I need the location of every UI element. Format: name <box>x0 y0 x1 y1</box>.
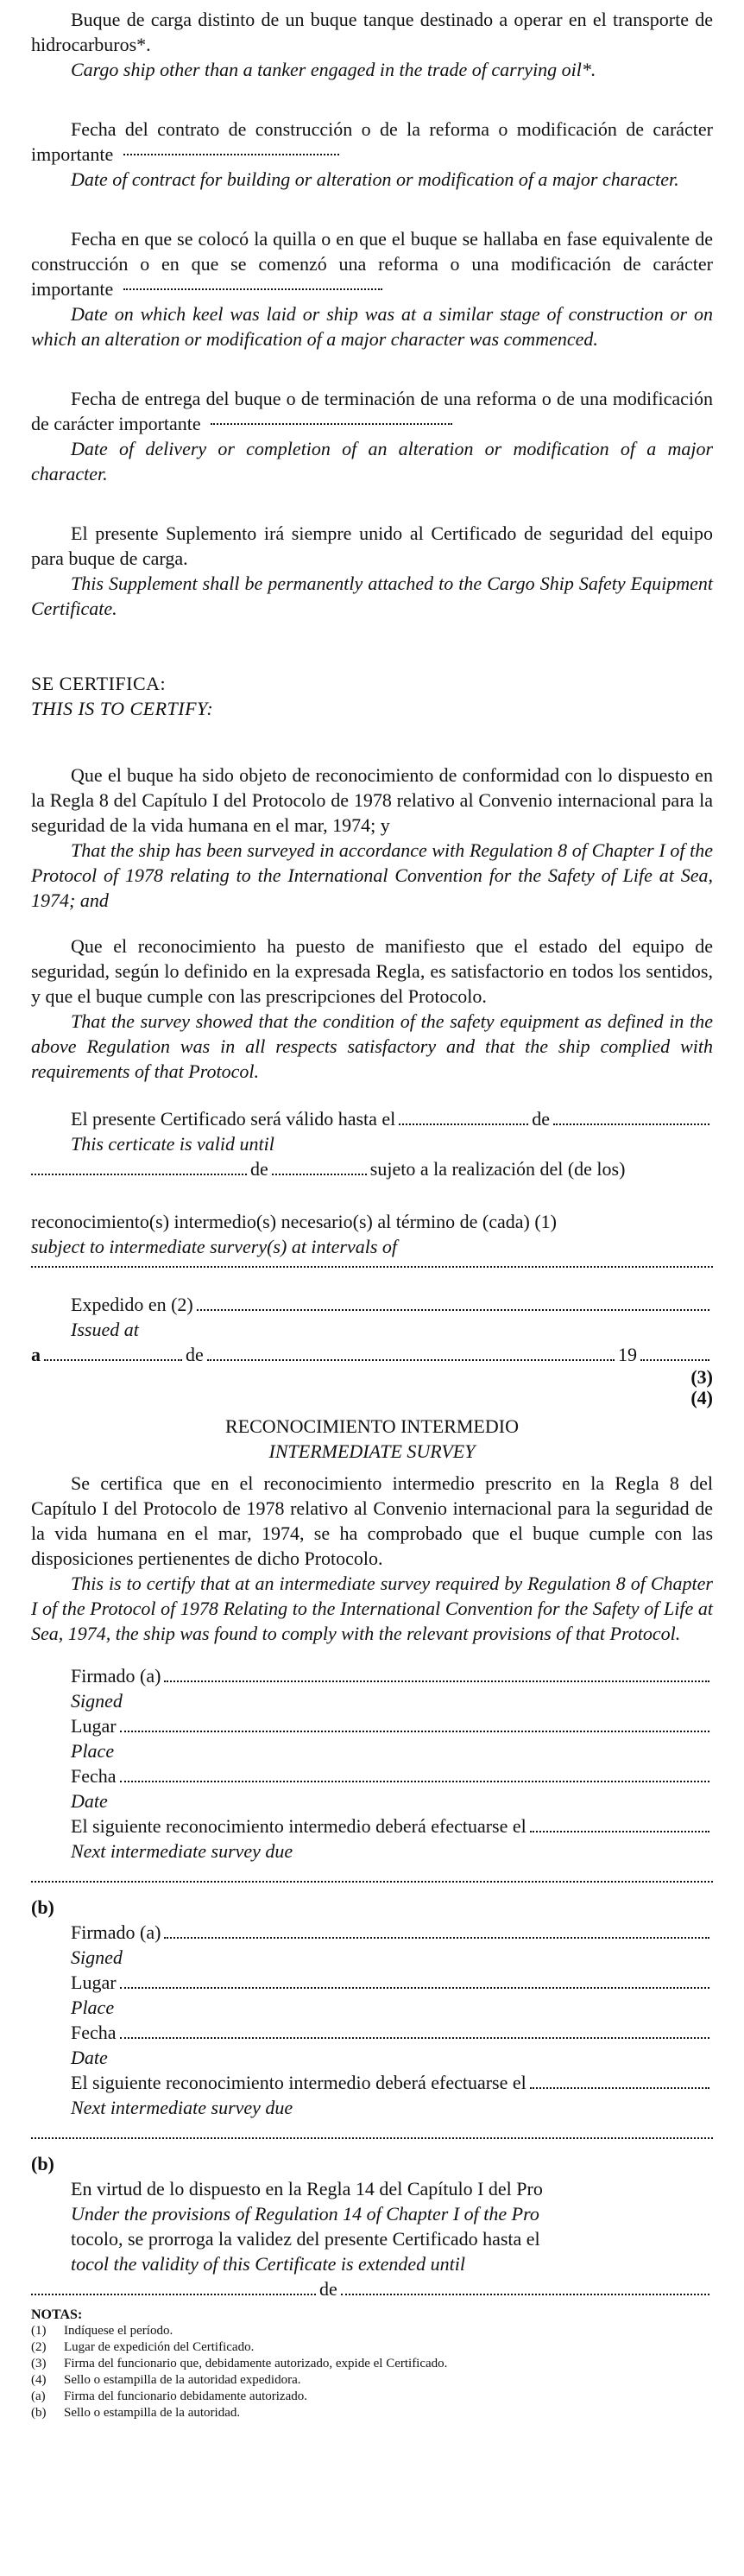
next-survey-line-2 <box>71 2070 713 2095</box>
delivery-date-es-text: Fecha de entrega del buque o de terminación de una reforma o de una modificación de carácter importante <box>31 388 713 434</box>
survey-showed-en: That the survey showed that the condition of the safety equipment as defined in the above Regulation was in all respects satisfactory and that the ship complied with requirements of that Protocol. <box>31 1010 713 1082</box>
fecha-label-2: Fecha <box>71 2022 117 2043</box>
supplement-es: El presente Suplemento irá siempre unido al Certificado de seguridad del equipo para buque de carga. <box>31 522 713 569</box>
intermediate-section <box>31 1414 713 1646</box>
note-item <box>31 2389 713 2405</box>
note-num: (a) <box>31 2389 46 2403</box>
validity-en: This certicate is valid until <box>71 1133 274 1155</box>
validity-es-a: El presente Certificado será válido hasta el <box>71 1108 396 1130</box>
extension-en-2: tocol the validity of this Certificate is extended until <box>71 2253 466 2275</box>
issued-line-1 <box>31 1292 713 1317</box>
keel-date-es-text: Fecha en que se colocó la quilla o en que el buque se hallaba en fase equivalente de construcción o en que se comenzó una reforma o una modificación de carácter importante <box>31 228 713 300</box>
firmado-label-2: Firmado (a) <box>71 1921 161 1943</box>
issued-line-2 <box>31 1342 713 1367</box>
contract-date-es-text: Fecha del contrato de construcción o de la reforma o modificación de carácter importante <box>31 118 713 165</box>
signed-line-1 <box>71 1663 713 1688</box>
signed-line-2 <box>71 1920 713 1945</box>
sign-block-1-rule <box>31 1874 713 1883</box>
signed-field-2[interactable] <box>164 1937 709 1939</box>
keel-date-section <box>31 226 713 351</box>
supplement-section <box>31 521 713 621</box>
sign-block-2-rule <box>31 2130 713 2139</box>
extension-es-1: En virtud de lo dispuesto en la Regla 14 del Capítulo I del Pro <box>71 2178 543 2199</box>
notes-section <box>31 2307 713 2421</box>
validity-line-2 <box>31 1156 713 1181</box>
validity-es-c: reconocimiento(s) intermedio(s) necesario(s) al término de (cada) (1) <box>31 1211 558 1232</box>
issued-de: de <box>186 1344 204 1365</box>
notes-title: NOTAS: <box>31 2307 83 2322</box>
note-item <box>31 2372 713 2389</box>
place-label-2: Place <box>71 1997 115 2018</box>
extension-day-field[interactable] <box>31 2294 316 2295</box>
certify-en: THIS IS TO CERTIFY: <box>31 698 214 719</box>
delivery-date-es <box>31 386 713 436</box>
sign-block-1 <box>31 1663 713 1864</box>
next-es-2: El siguiente reconocimiento intermedio deberá efectuarse el <box>71 2072 526 2093</box>
note-text: Lugar de expedición del Certificado. <box>64 2340 255 2354</box>
date-label-2: Date <box>71 2047 108 2068</box>
surveyed-en: That the ship has been surveyed in accordance with Regulation 8 of Chapter I of the Protocol of 1978 relating to the International Convention for the Safety of Life at Sea, 1974; and <box>31 839 713 911</box>
next-en-2: Next intermediate survey due <box>71 2097 293 2118</box>
note-num: (1) <box>31 2324 47 2338</box>
validity-line-1 <box>31 1106 713 1131</box>
cargo-ship-es: Buque de carga distinto de un buque tanque destinado a operar en el transporte de hidrocarburos*. <box>31 9 713 55</box>
next-es-1: El siguiente reconocimiento intermedio deberá efectuarse el <box>71 1815 526 1837</box>
contract-date-es <box>31 117 713 167</box>
contract-date-field[interactable] <box>123 154 339 155</box>
keel-date-field[interactable] <box>123 288 382 290</box>
note-num: (3) <box>31 2357 47 2370</box>
interval-field[interactable] <box>31 1259 713 1268</box>
date-label-1: Date <box>71 1790 108 1812</box>
note-item <box>31 2339 713 2356</box>
intermediate-title-es: RECONOCIMIENTO INTERMEDIO <box>225 1415 519 1437</box>
issued-en: Issued at <box>71 1319 139 1340</box>
issued-day-field[interactable] <box>44 1359 182 1361</box>
issued-section <box>31 1292 713 1408</box>
delivery-date-field[interactable] <box>211 423 452 425</box>
intermediate-es: Se certifica que en el reconocimiento intermedio prescrito en la Regla 8 del Capítulo I del Protocolo de 1978 relativo al Convenio internacional para la seguridad de la vida humana en el mar, 1974, se ha comprobado que el buque cumple con las disposiciones pertienentes de dicho Protocolo. <box>31 1472 713 1569</box>
firmado-label-1: Firmado (a) <box>71 1665 161 1687</box>
note-text: Firma del funcionario debidamente autorizado. <box>64 2389 307 2403</box>
issued-a: a <box>31 1344 41 1365</box>
contract-date-en: Date of contract for building or alteration or modification of a major character. <box>71 168 679 190</box>
place-label-1: Place <box>71 1740 115 1762</box>
validity-en-c: subject to intermediate survery(s) at intervals of <box>31 1236 398 1257</box>
ref-4: (4) <box>690 1387 713 1408</box>
note-text: Firma del funcionario que, debidamente autorizado, expide el Certificado. <box>64 2357 448 2370</box>
note-num: (b) <box>31 2406 47 2420</box>
note-item <box>31 2405 713 2421</box>
valid-until-month-field[interactable] <box>553 1123 709 1125</box>
date-line-2 <box>71 2020 713 2045</box>
ref-3: (3) <box>690 1366 713 1388</box>
keel-date-es <box>31 226 713 301</box>
next-survey-field-1[interactable] <box>530 1831 709 1832</box>
extension-month-field[interactable] <box>341 2294 709 2295</box>
note-num: (2) <box>31 2340 47 2354</box>
certify-heading <box>31 671 713 721</box>
intermediate-en: This is to certify that at an intermediate survey required by Regulation 8 of Chapter I of the Protocol of 1978 Relating to the International Convention for the Safety of Life at Sea, 1974, the ship was found to comply with the relevant provisions of that Protocol. <box>31 1573 713 1644</box>
place-field-1[interactable] <box>120 1731 709 1732</box>
extension-de: de <box>319 2278 337 2300</box>
place-line-2 <box>71 1970 713 1995</box>
sign-block-2 <box>31 1920 713 2120</box>
date-line-1 <box>71 1763 713 1788</box>
signed-field-1[interactable] <box>164 1680 709 1682</box>
date-field-2[interactable] <box>120 2037 709 2039</box>
delivery-date-en: Date of delivery or completion of an alteration or modification of a major character. <box>31 438 713 484</box>
next-en-1: Next intermediate survey due <box>71 1840 293 1862</box>
signed-label-2: Signed <box>71 1946 123 1968</box>
validity-de-1: de <box>532 1108 551 1130</box>
next-survey-line-1 <box>71 1813 713 1839</box>
validity-section <box>31 1106 713 1268</box>
place-line-1 <box>71 1713 713 1738</box>
place-field-2[interactable] <box>120 1987 709 1989</box>
validity-de-2: de <box>250 1158 268 1180</box>
survey-showed-es: Que el reconocimiento ha puesto de manifiesto que el estado del equipo de seguridad, según lo definido en la expresada Regla, es satisfactorio en todos los sentidos, y que el buque cumple con las prescripciones del Protocolo. <box>31 935 713 1007</box>
valid-until-day-field[interactable] <box>399 1123 528 1125</box>
survey-showed-section <box>31 934 713 1084</box>
extension-en-1: Under the provisions of Regulation 14 of Chapter I of the Pro <box>71 2203 539 2225</box>
signed-label-1: Signed <box>71 1690 123 1712</box>
note-item <box>31 2323 713 2339</box>
issued-year-prefix: 19 <box>618 1344 637 1365</box>
issued-month-field[interactable] <box>207 1359 615 1361</box>
issued-year-field[interactable] <box>640 1359 709 1361</box>
valid-until-year-field[interactable] <box>31 1174 247 1175</box>
surveyed-section <box>31 763 713 913</box>
note-text: Sello o estampilla de la autoridad expedidora. <box>64 2373 301 2387</box>
issued-place-field[interactable] <box>197 1309 709 1311</box>
extension-section <box>31 2176 713 2276</box>
fecha-label-1: Fecha <box>71 1765 117 1787</box>
note-text: Sello o estampilla de la autoridad. <box>64 2406 241 2420</box>
issued-es: Expedido en (2) <box>71 1294 193 1315</box>
extension-date-line <box>31 2276 713 2301</box>
valid-until-extra-field[interactable] <box>272 1174 367 1175</box>
note-num: (4) <box>31 2373 47 2387</box>
note-item <box>31 2356 713 2372</box>
ref-b-2: (b) <box>31 2153 54 2174</box>
lugar-label-2: Lugar <box>71 1972 117 1993</box>
extension-es-2: tocolo, se prorroga la validez del presente Certificado hasta el <box>71 2228 540 2250</box>
delivery-date-section <box>31 386 713 486</box>
validity-es-b: sujeto a la realización del (de los) <box>369 1158 626 1180</box>
contract-date-section <box>31 117 713 192</box>
next-survey-field-2[interactable] <box>530 2087 709 2089</box>
intermediate-title-en: INTERMEDIATE SURVEY <box>268 1440 476 1462</box>
date-field-1[interactable] <box>120 1781 709 1782</box>
lugar-label-1: Lugar <box>71 1715 117 1737</box>
note-text: Indíquese el período. <box>64 2324 173 2338</box>
certify-es: SE CERTIFICA: <box>31 673 167 694</box>
ref-b-1: (b) <box>31 1896 54 1918</box>
cargo-ship-en: Cargo ship other than a tanker engaged in the trade of carrying oil*. <box>71 59 596 80</box>
cargo-ship-section <box>31 7 713 82</box>
keel-date-en: Date on which keel was laid or ship was at a similar stage of construction or on which an alteration or modification of a major character was commenced. <box>31 303 713 350</box>
surveyed-es: Que el buque ha sido objeto de reconocimiento de conformidad con lo dispuesto en la Regla 8 del Capítulo I del Protocolo de 1978 relativo al Convenio internacional para la seguridad de la vida humana en el mar, 1974; y <box>31 764 713 836</box>
supplement-en: This Supplement shall be permanently attached to the Cargo Ship Safety Equipment Certificate. <box>31 573 713 619</box>
